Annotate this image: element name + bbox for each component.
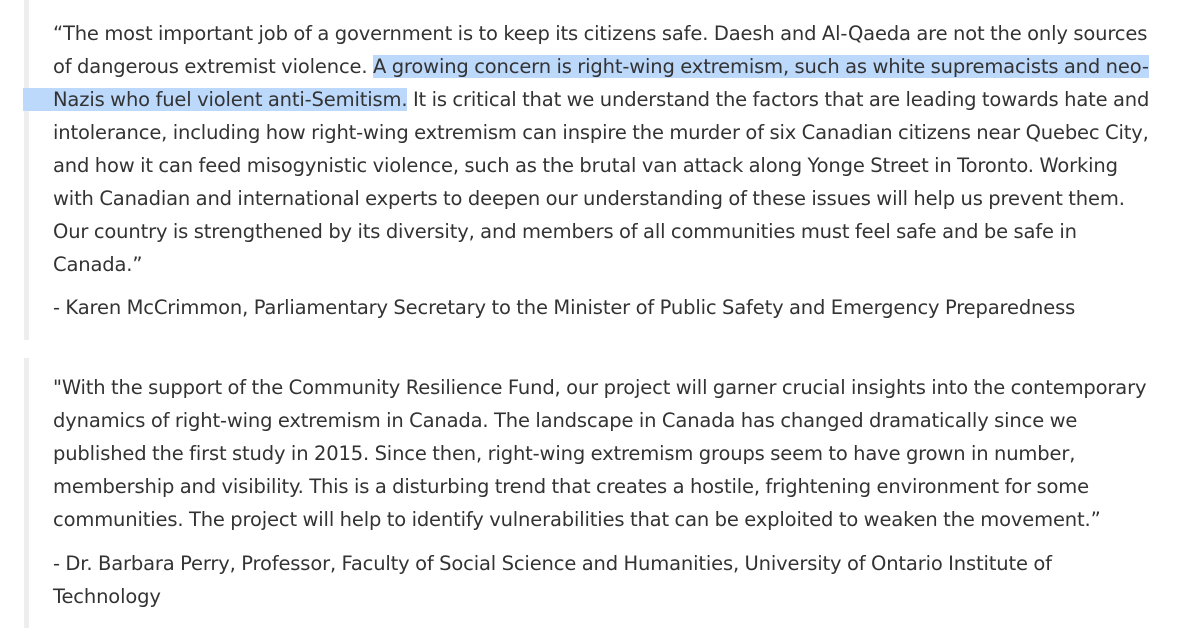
- quote-line: membership and visibility. This is a disturbing trend that creates a hostile, frightening environment for some: [53, 475, 1089, 498]
- selected-text: Nazis who fuel violent anti-Semitism.: [23, 88, 407, 111]
- attribution-line: Technology: [53, 585, 161, 608]
- quote-attribution: [53, 547, 1052, 613]
- quote-line: intolerance, including how right-wing extremism can inspire the murder of six Canadian citizens near Quebec City,: [53, 121, 1149, 144]
- quote-block-perry: [24, 358, 1200, 628]
- quote-line: Our country is strengthened by its diversity, and members of all communities must feel safe and be safe in: [53, 220, 1077, 243]
- attribution-line: - Karen McCrimmon, Parliamentary Secretary to the Minister of Public Safety and Emergency Preparedness: [53, 296, 1076, 319]
- quote-block-mccrimmon: [24, 0, 1200, 340]
- selected-text: A growing concern is right-wing extremism, such as white supremacists and neo-: [372, 55, 1149, 78]
- quote-line: "With the support of the Community Resilience Fund, our project will garner crucial insights into the contemporary: [53, 376, 1147, 399]
- quote-text: [53, 371, 1153, 536]
- quote-line: and how it can feed misogynistic violence, such as the brutal van attack along Yonge Street in Toronto. Working: [53, 154, 1118, 177]
- quote-line: [53, 83, 1153, 116]
- quote-line: dynamics of right-wing extremism in Canada. The landscape in Canada has changed dramatically since we: [53, 409, 1078, 432]
- attribution-line: - Dr. Barbara Perry, Professor, Faculty of Social Science and Humanities, University of Ontario Institute of: [53, 552, 1052, 575]
- quote-text: [53, 17, 1153, 281]
- quote-line: published the first study in 2015. Since then, right-wing extremism groups seem to have grown in number,: [53, 442, 1076, 465]
- quote-line: with Canadian and international experts to deepen our understanding of these issues will help us prevent them.: [53, 187, 1125, 210]
- quote-line: Canada.”: [53, 253, 143, 276]
- quote-line-segment: It is critical that we understand the factors that are leading towards hate and: [407, 88, 1150, 111]
- quote-line: communities. The project will help to identify vulnerabilities that can be exploited to weaken the movement.”: [53, 508, 1101, 531]
- quote-line: “The most important job of a government is to keep its citizens safe. Daesh and Al-Qaeda are not the only sources: [53, 22, 1148, 45]
- quote-line: [53, 50, 1153, 83]
- quote-line-segment: of dangerous extremist violence.: [53, 55, 373, 78]
- quote-attribution: [53, 291, 1075, 324]
